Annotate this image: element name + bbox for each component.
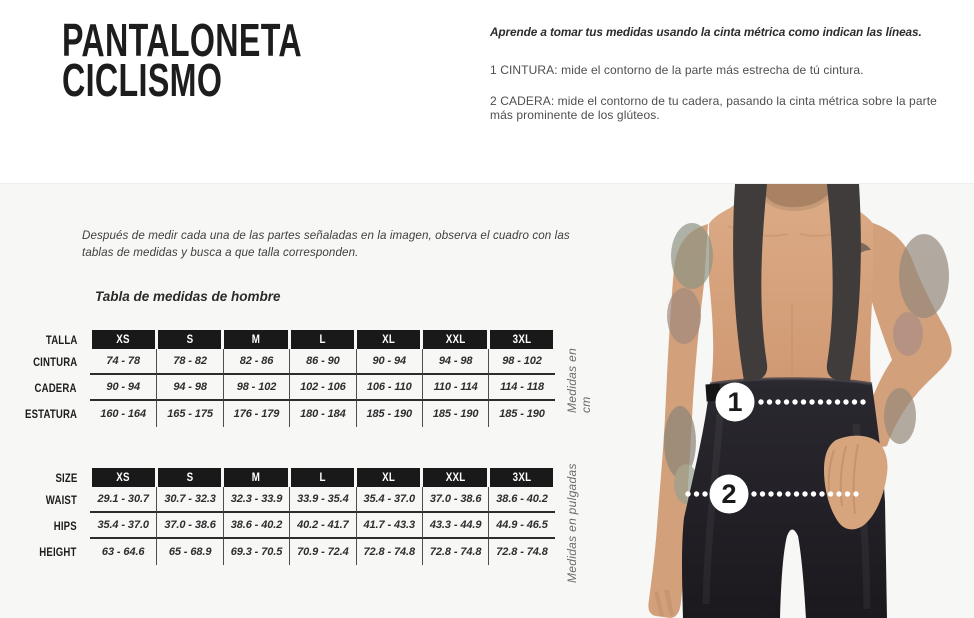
size-header-cell: S (158, 468, 221, 487)
size-value-cell: 86 - 90 (289, 349, 355, 375)
size-table-cm (20, 330, 555, 427)
size-header-cell: XS (92, 330, 155, 349)
size-header-cell: M (224, 330, 287, 349)
table-corner-label: SIZE (55, 470, 77, 485)
measuring-instructions (490, 25, 960, 139)
size-value-cell: 114 - 118 (488, 375, 554, 401)
size-value-cell: 106 - 110 (356, 375, 422, 401)
page-title-line2: CICLISMO (62, 54, 223, 106)
size-value-cell: 165 - 175 (156, 401, 222, 427)
size-value-cell: 82 - 86 (223, 349, 289, 375)
model-photo (620, 184, 974, 618)
size-header-cell: M (224, 468, 287, 487)
size-value-cell: 37.0 - 38.6 (156, 513, 222, 539)
size-value-cell: 41.7 - 43.3 (356, 513, 422, 539)
size-value-cell: 72.8 - 74.8 (356, 539, 422, 565)
size-value-cell: 43.3 - 44.9 (422, 513, 488, 539)
size-value-cell: 185 - 190 (488, 401, 554, 427)
size-header-cell: L (291, 468, 354, 487)
size-header-cell: L (291, 330, 354, 349)
size-value-cell: 180 - 184 (289, 401, 355, 427)
marker-2-number: 2 (721, 479, 737, 509)
size-value-cell: 44.9 - 46.5 (488, 513, 554, 539)
size-header-cell: XL (357, 330, 420, 349)
size-value-cell: 102 - 106 (289, 375, 355, 401)
size-value-cell: 38.6 - 40.2 (223, 513, 289, 539)
size-value-cell: 176 - 179 (223, 401, 289, 427)
size-value-cell: 40.2 - 41.7 (289, 513, 355, 539)
size-value-cell: 70.9 - 72.4 (289, 539, 355, 565)
row-label: CADERA (34, 381, 77, 395)
unit-label-inches: Medidas en pulgadas (565, 463, 579, 583)
size-value-cell: 69.3 - 70.5 (223, 539, 289, 565)
size-tables-section (0, 183, 974, 618)
row-label: WAIST (45, 493, 77, 507)
size-value-cell: 94 - 98 (422, 349, 488, 375)
row-label: HEIGHT (39, 545, 77, 559)
size-header-cell: XS (92, 468, 155, 487)
instruction-step-2: 2 CADERA: mide el contorno de tu cadera, pasando la cinta métrica sobre la parte más prominente de los glúteos. (490, 93, 937, 122)
size-value-cell: 160 - 164 (100, 408, 146, 420)
size-value-cell: 72.8 - 74.8 (488, 539, 554, 565)
size-value-cell: 37.0 - 38.6 (422, 487, 488, 513)
size-value-cell: 74 - 78 (90, 349, 156, 375)
size-header-cell: S (158, 330, 221, 349)
size-value-cell: 29.1 - 30.7 (90, 487, 156, 513)
size-value-cell: 30.7 - 32.3 (156, 487, 222, 513)
size-value-cell: 98 - 102 (223, 375, 289, 401)
row-label: HIPS (53, 519, 77, 533)
size-value-cell: 35.4 - 37.0 (90, 513, 156, 539)
size-value-cell: 90 - 94 (356, 349, 422, 375)
size-value-cell: 38.6 - 40.2 (488, 487, 554, 513)
size-value-cell: 98 - 102 (488, 349, 554, 375)
size-value-cell: 78 - 82 (156, 349, 222, 375)
page-title-line1: PANTALONETA (62, 14, 302, 66)
size-value-cell: 72.8 - 74.8 (422, 539, 488, 565)
size-header-cell: XXL (423, 468, 486, 487)
size-header-cell: XXL (423, 330, 486, 349)
row-label: ESTATURA (24, 407, 77, 421)
size-value-cell: 94 - 98 (156, 375, 222, 401)
size-value-cell: 63 - 64.6 (101, 546, 145, 558)
size-header-cell: 3XL (490, 468, 553, 487)
unit-label-cm: Medidas en cm (565, 347, 593, 413)
model-illustration (620, 184, 974, 618)
instruction-step-1: 1 CINTURA: mide el contorno de la parte más estrecha de tú cintura. (490, 63, 864, 77)
size-value-cell: 185 - 190 (356, 401, 422, 427)
size-value-cell: 35.4 - 37.0 (356, 487, 422, 513)
size-table-inches (20, 468, 555, 565)
page-title (62, 14, 405, 106)
row-label: CINTURA (32, 355, 77, 369)
size-value-cell: 185 - 190 (422, 401, 488, 427)
table-title: Tabla de medidas de hombre (95, 289, 281, 304)
marker-1-number: 1 (727, 387, 743, 417)
size-header-cell: XL (357, 468, 420, 487)
size-value-cell: 33.9 - 35.4 (289, 487, 355, 513)
size-value-cell: 65 - 68.9 (156, 539, 222, 565)
size-value-cell: 110 - 114 (422, 375, 488, 401)
table-corner-label: TALLA (45, 332, 77, 347)
instructions-lead: Aprende a tomar tus medidas usando la cinta métrica como indican las líneas. (490, 25, 922, 39)
size-header-cell: 3XL (490, 330, 553, 349)
size-value-cell: 90 - 94 (90, 375, 156, 401)
size-value-cell: 32.3 - 33.9 (223, 487, 289, 513)
section-intro-text: Después de medir cada una de las partes señaladas en la imagen, observa el cuadro con las tablas de medidas y busca a que talla corresponden. (82, 229, 570, 259)
